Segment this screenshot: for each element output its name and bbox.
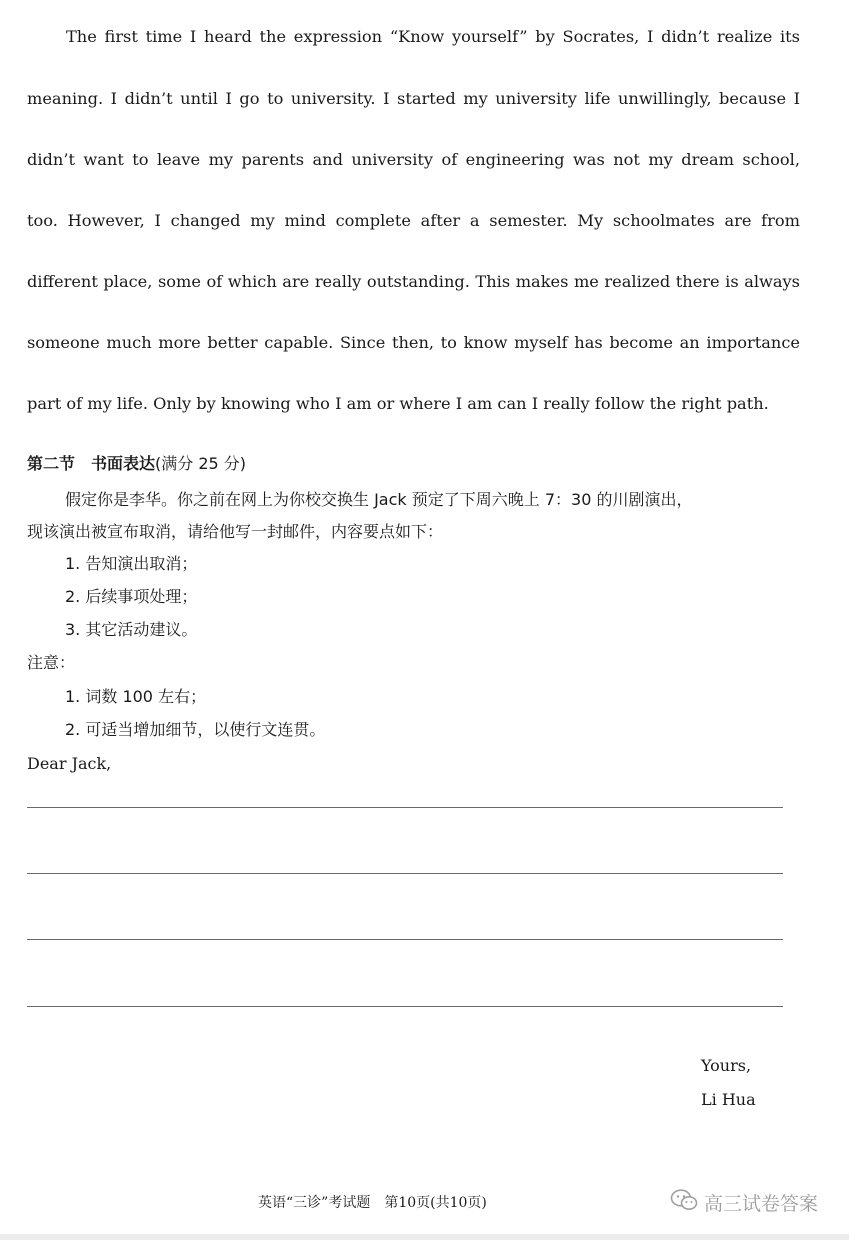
writing-line-3	[27, 939, 783, 940]
prompt-line-2: 现该演出被宣布取消，请给他写一封邮件，内容要点如下：	[27, 522, 444, 541]
letter-closing: Yours,	[701, 1056, 752, 1075]
section-heading	[27, 453, 246, 475]
passage-line-2: meaning. I didn’t until I go to university. I started my university life unwillingly, because I	[27, 89, 800, 108]
section-score: (满分 25 分)	[155, 454, 247, 473]
note-item-1: 1. 词数 100 左右；	[65, 687, 207, 706]
passage-line-4: too. However, I changed my mind complete after a semester. My schoolmates are from	[27, 211, 800, 230]
passage-line-1: The first time I heard the expression “Know yourself” by Socrates, I didn’t realize its	[66, 27, 800, 46]
note-item-2: 2. 可适当增加细节，以使行文连贯。	[65, 720, 326, 739]
notes-label: 注意：	[27, 653, 76, 672]
passage-line-7: part of my life. Only by knowing who I am or where I am can I really follow the right path.	[27, 394, 769, 413]
watermark	[670, 1187, 818, 1217]
letter-signature: Li Hua	[701, 1090, 756, 1109]
page-footer: 英语“三诊”考试题 第10页(共10页)	[258, 1195, 487, 1211]
passage-line-3: didn’t want to leave my parents and university of engineering was not my dream school,	[27, 150, 800, 169]
wechat-icon	[670, 1188, 698, 1217]
point-item-2: 2. 后续事项处理；	[65, 587, 198, 606]
page-bottom-edge	[0, 1234, 849, 1240]
prompt-line-1: 假定你是李华。你之前在网上为你校交换生 Jack 预定了下周六晚上 7：30 的川剧演出，	[65, 490, 693, 509]
watermark-text: 高三试卷答案	[704, 1192, 819, 1215]
letter-greeting: Dear Jack,	[27, 754, 112, 773]
point-item-3: 3. 其它活动建议。	[65, 620, 198, 639]
writing-line-4	[27, 1006, 783, 1007]
writing-line-1	[27, 807, 783, 808]
section-title: 第二节 书面表达	[27, 454, 156, 473]
passage-line-6: someone much more better capable. Since then, to know myself has become an importance	[27, 333, 800, 352]
passage-line-5: different place, some of which are really outstanding. This makes me realized there is always	[27, 272, 800, 291]
writing-line-2	[27, 873, 783, 874]
point-item-1: 1. 告知演出取消；	[65, 554, 198, 573]
